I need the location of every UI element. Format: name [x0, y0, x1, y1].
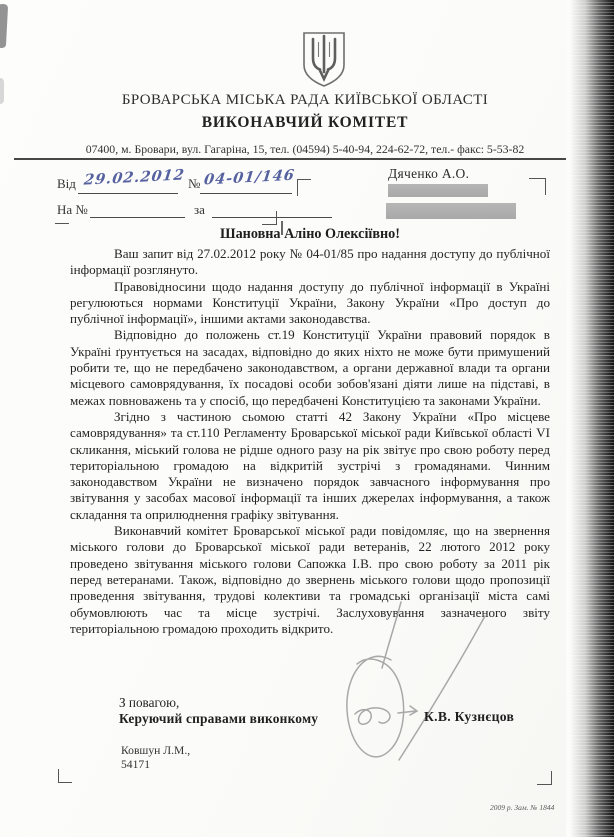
number-underline	[200, 193, 292, 194]
number-label: №	[188, 176, 201, 191]
scan-edge-fade	[566, 0, 614, 837]
redaction-bar	[388, 184, 488, 197]
corner-mark	[58, 769, 72, 783]
executor-block	[121, 744, 190, 771]
ukraine-tryzub-emblem-icon	[300, 31, 348, 89]
department-name: ВИКОНАВЧИЙ КОМІТЕТ	[201, 114, 409, 131]
corner-mark	[537, 771, 552, 785]
letter-body	[70, 246, 550, 637]
signer-position: Керуючий справами виконкому	[119, 711, 319, 726]
reply-number-underline	[90, 217, 185, 218]
paragraph: Виконавчий комітет Броварської міської ради повідомляє, що на звернення міського голови до Броварської міської ради ветеранів, 22 лютого 2012 року проведено звітування міського голови Сапожка І.В. про свою роботу за 2011 рік перед ветеранами. Також, відповідно до звернень міського голови щодо пропозиції проведення звітування, трудові колективи та громадські організації міста самі обумовлюють час та місце зустрічі. Заслуховування зазначеного звіту територіальною громадою проходить відкрито.	[70, 523, 550, 636]
organization-name: БРОВАРСЬКА МІСЬКА РАДА КИЇВСЬКОЇ ОБЛАСТІ	[121, 92, 489, 108]
corner-mark	[55, 210, 69, 224]
closing-regards: З повагою,	[119, 695, 180, 710]
corner-mark	[297, 179, 311, 196]
redaction-bar	[386, 203, 516, 219]
paragraph: Правовідносини щодо надання доступу до публічної інформації в Україні регулюються нормами Конституції України, Закону України «Про доступ до публічної інформації», іншими актами законодавства.	[70, 278, 550, 327]
scan-smudge	[0, 4, 8, 48]
from-label: Від	[57, 176, 76, 191]
print-order-note: 2009 р. Зам. № 1844	[490, 803, 555, 812]
address-line: 07400, м. Бровари, вул. Гагаріна, 15, тел. (04594) 5-40-94, 224-62-72, тел.- факс: 5-53-82	[85, 142, 525, 156]
reply-for-label: за	[194, 202, 205, 217]
date-underline	[78, 193, 178, 194]
reply-to-label: На №	[57, 202, 88, 217]
signer-name: К.В. Кузнєцов	[424, 709, 515, 724]
paragraph: Ваш запит від 27.02.2012 року № 04-01/85 про надання доступу до публічної інформації розглянуто.	[70, 246, 550, 278]
handwritten-date: 29.02.2012	[83, 166, 186, 189]
handwritten-doc-number: 04-01/146	[203, 166, 296, 189]
corner-mark	[262, 211, 277, 225]
addressee-name: Дяченко А.О.	[388, 166, 470, 181]
paragraph: Згідно з частиною сьомою статті 42 Закону України «Про місцеве самоврядування» та ст.110 Регламенту Броварської міської ради Київської області VI скликання, міський голова не рідше одного разу на рік звітує про свою роботу перед територіальною громадою на відкритій зустрічі з громадянами. Чинним законодавством України не визначено порядок завчасного інформування про звітування у засобах масової інформації та інших джерелах інформування, а також складання та оприлюднення графіку звітування.	[70, 408, 550, 522]
header-divider	[14, 158, 586, 160]
executor-name: Ковшун Л.М.,	[121, 744, 191, 757]
executor-phone: 54171	[121, 757, 150, 771]
paragraph: Відповідно до положень ст.19 Конституції України правовий порядок в Україні ґрунтується на засадах, відповідно до яких ніхто не може бути примушений робити те, що не передбачено законодавством, а органи державної влади та органи місцевого самоврядування, їх посадові особи зобов'язані діяти лише на підставі, в межах повноважень та у спосіб, що передбачені Конституцією та законами України.	[70, 327, 550, 408]
salutation: Шановна Аліно Олексіївно!	[220, 226, 400, 242]
corner-mark	[529, 178, 546, 195]
